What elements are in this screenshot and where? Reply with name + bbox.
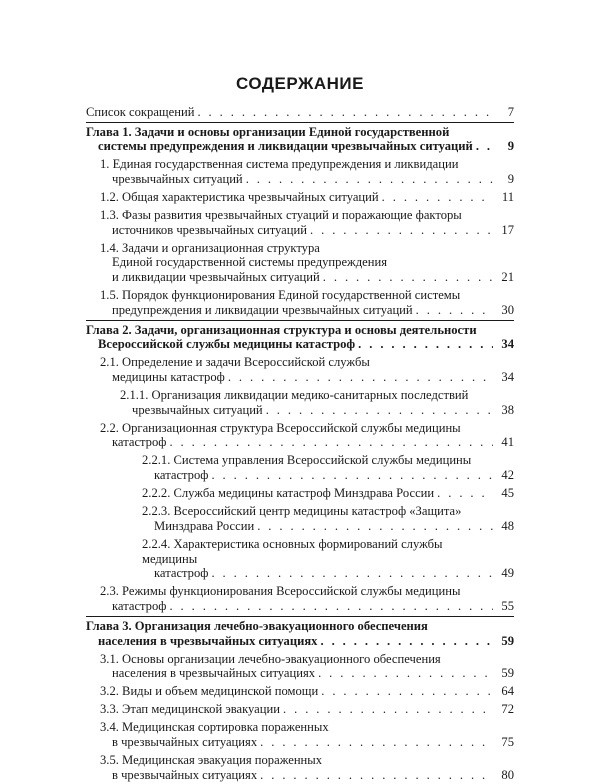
toc-entry[interactable] — [86, 156, 514, 189]
toc-entry-title: 2.2.2. Служба медицины катастроф Минздрава России — [142, 486, 435, 501]
toc-entry[interactable] — [86, 719, 514, 752]
toc-entry[interactable] — [86, 452, 514, 485]
dot-leader — [246, 172, 493, 187]
toc-entry-title: источников чрезвычайных ситуаций — [112, 222, 307, 237]
dot-leader — [228, 370, 493, 385]
toc-page-number: 34 — [501, 370, 514, 384]
toc-entry-title: Глава 3. Организация лечебно-эвакуационного обеспечения — [86, 618, 428, 633]
toc-page-number: 45 — [501, 486, 514, 501]
toc-entry-title: 3.4. Медицинская сортировка пораженных — [100, 720, 329, 735]
toc-entry-title: катастроф — [112, 598, 167, 613]
toc-page-number: 55 — [501, 598, 514, 613]
dot-leader — [318, 666, 493, 681]
toc-entry[interactable] — [86, 535, 514, 582]
toc-entry[interactable] — [86, 207, 514, 240]
toc-entry-title: 2.1. Определение и задачи Всероссийской службы — [100, 355, 370, 370]
toc-page-number: 34 — [501, 337, 514, 352]
toc-entry[interactable] — [86, 503, 514, 536]
toc-entry-title: медицины катастроф — [112, 370, 225, 384]
toc-page-number: 59 — [501, 666, 514, 681]
toc-entry[interactable] — [86, 701, 514, 719]
toc-page-number: 42 — [501, 468, 514, 483]
toc-entry[interactable] — [86, 287, 514, 320]
toc-entry-title: чрезвычайных ситуаций — [112, 171, 243, 186]
toc-entry-title: 3.5. Медицинская эвакуация пораженных — [100, 753, 323, 768]
toc-entry-title: 2.3. Режимы функционирования Всероссийской службы медицины — [100, 584, 461, 599]
toc-entry-title: 1.3. Фазы развития чрезвычайных стуаций и поражающие факторы — [100, 208, 462, 223]
toc-entry-title: 2.2.4. Характеристика основных формирований службы медицины — [142, 536, 443, 566]
toc-entry-title: в чрезвычайных ситуациях — [112, 735, 258, 750]
toc-page-number: 21 — [501, 269, 514, 284]
toc-page-number: 48 — [501, 518, 514, 533]
dot-leader — [437, 486, 493, 501]
toc-entry-title: 2.2.3. Всероссийский центр медицины катастроф «Защита» — [142, 504, 462, 519]
toc-chapter-entry[interactable] — [86, 617, 514, 650]
toc-entry-title: населения в чрезвычайных ситуациях — [112, 666, 316, 681]
toc-page-number: 41 — [501, 435, 514, 450]
toc-entry-title: системы предупреждения и ликвидации чрезвычайных ситуаций — [98, 139, 473, 154]
dot-leader — [320, 634, 493, 649]
toc-entry[interactable] — [86, 387, 514, 420]
toc-entry-title: в чрезвычайных ситуациях — [112, 767, 258, 782]
toc-entry-title: Минздрава России — [154, 518, 255, 533]
toc-entry[interactable] — [86, 485, 514, 503]
dot-leader — [260, 768, 493, 783]
dot-leader — [283, 702, 493, 717]
toc-entry[interactable] — [86, 354, 514, 387]
toc-entry-title: предупреждения и ликвидации чрезвычайных ситуаций — [112, 302, 413, 317]
dot-leader — [197, 105, 493, 120]
toc-entry[interactable] — [86, 188, 514, 206]
toc-page-number: 75 — [501, 735, 514, 750]
toc-entry-title: катастроф — [112, 435, 167, 450]
toc-entry-title: Список сокращений — [86, 104, 195, 119]
toc-entry-title: катастроф — [154, 566, 209, 581]
toc-page-number: 11 — [501, 189, 514, 204]
toc-entry[interactable] — [86, 752, 514, 784]
toc-page-number: 64 — [501, 684, 514, 699]
toc-entry-title: 3.2. Виды и объем медицинской помощи — [100, 684, 319, 699]
toc-page-number: 80 — [501, 767, 514, 782]
toc-page-number: 17 — [501, 222, 514, 237]
toc-entry[interactable] — [86, 419, 514, 452]
toc-entry[interactable] — [86, 103, 514, 121]
toc-entry-title: чрезвычайных ситуаций — [132, 402, 263, 417]
dot-leader — [260, 735, 493, 750]
toc-entry-title: 1.2. Общая характеристика чрезвычайных ситуаций — [100, 189, 379, 204]
table-of-contents — [86, 103, 514, 784]
toc-entry-title: 2.2. Организационная структура Всероссийской службы медицины — [100, 420, 461, 435]
dot-leader — [211, 566, 493, 581]
toc-entry-title: 1.5. Порядок функционирования Единой государственной системы — [100, 288, 461, 303]
dot-leader — [382, 190, 493, 205]
toc-entry-title: 3.1. Основы организации лечебно-эвакуационного обеспечения — [100, 651, 441, 666]
toc-page-number: 49 — [501, 566, 514, 581]
toc-page-number: 7 — [507, 104, 514, 119]
toc-page-number: 72 — [501, 702, 514, 717]
dot-leader — [310, 223, 493, 238]
toc-entry-title: 2.1.1. Организация ликвидации медико-санитарных последствий — [120, 388, 469, 403]
dot-leader — [323, 270, 493, 285]
toc-page-number: 9 — [507, 171, 514, 186]
dot-leader — [476, 139, 493, 154]
toc-page-number: 38 — [501, 402, 514, 417]
toc-entry-title: катастроф — [154, 468, 209, 483]
dot-leader — [266, 403, 493, 418]
toc-entry-title: Глава 1. Задачи и основы организации Единой государственной — [86, 124, 450, 139]
dot-leader — [321, 684, 493, 699]
dot-leader — [257, 519, 493, 534]
dot-leader — [169, 599, 493, 614]
toc-entry[interactable] — [86, 650, 514, 683]
page-title: СОДЕРЖАНИЕ — [236, 74, 364, 93]
toc-entry-title: и ликвидации чрезвычайных ситуаций — [112, 269, 320, 284]
toc-entry-title: Глава 2. Задачи, организационная структура и основы деятельности — [86, 322, 477, 337]
toc-entry-title: Единой государственной системы предупреждения — [112, 255, 388, 270]
toc-chapter-entry[interactable] — [86, 321, 514, 354]
dot-leader — [416, 303, 493, 318]
toc-entry-title: Всероссийской службы медицины катастроф — [98, 337, 356, 352]
toc-entry[interactable] — [86, 239, 514, 286]
toc-entry-title: 1. Единая государственная система предупреждения и ликвидации — [100, 157, 459, 172]
toc-page-number: 9 — [507, 139, 514, 154]
toc-page-number: 30 — [501, 302, 514, 317]
toc-entry-title: 2.2.1. Система управления Всероссийской службы медицины — [142, 453, 472, 468]
dot-leader — [358, 337, 493, 352]
toc-chapter-entry[interactable] — [86, 123, 514, 156]
dot-leader — [169, 435, 493, 450]
toc-entry-title: 3.3. Этап медицинской эвакуации — [100, 702, 280, 717]
toc-entry-title: 1.4. Задачи и организационная структура — [100, 240, 320, 255]
dot-leader — [211, 468, 493, 483]
toc-entry-title: населения в чрезвычайных ситуациях — [98, 633, 318, 648]
toc-page-number: 59 — [501, 633, 514, 648]
toc-entry[interactable] — [86, 683, 514, 701]
toc-entry[interactable] — [86, 583, 514, 616]
